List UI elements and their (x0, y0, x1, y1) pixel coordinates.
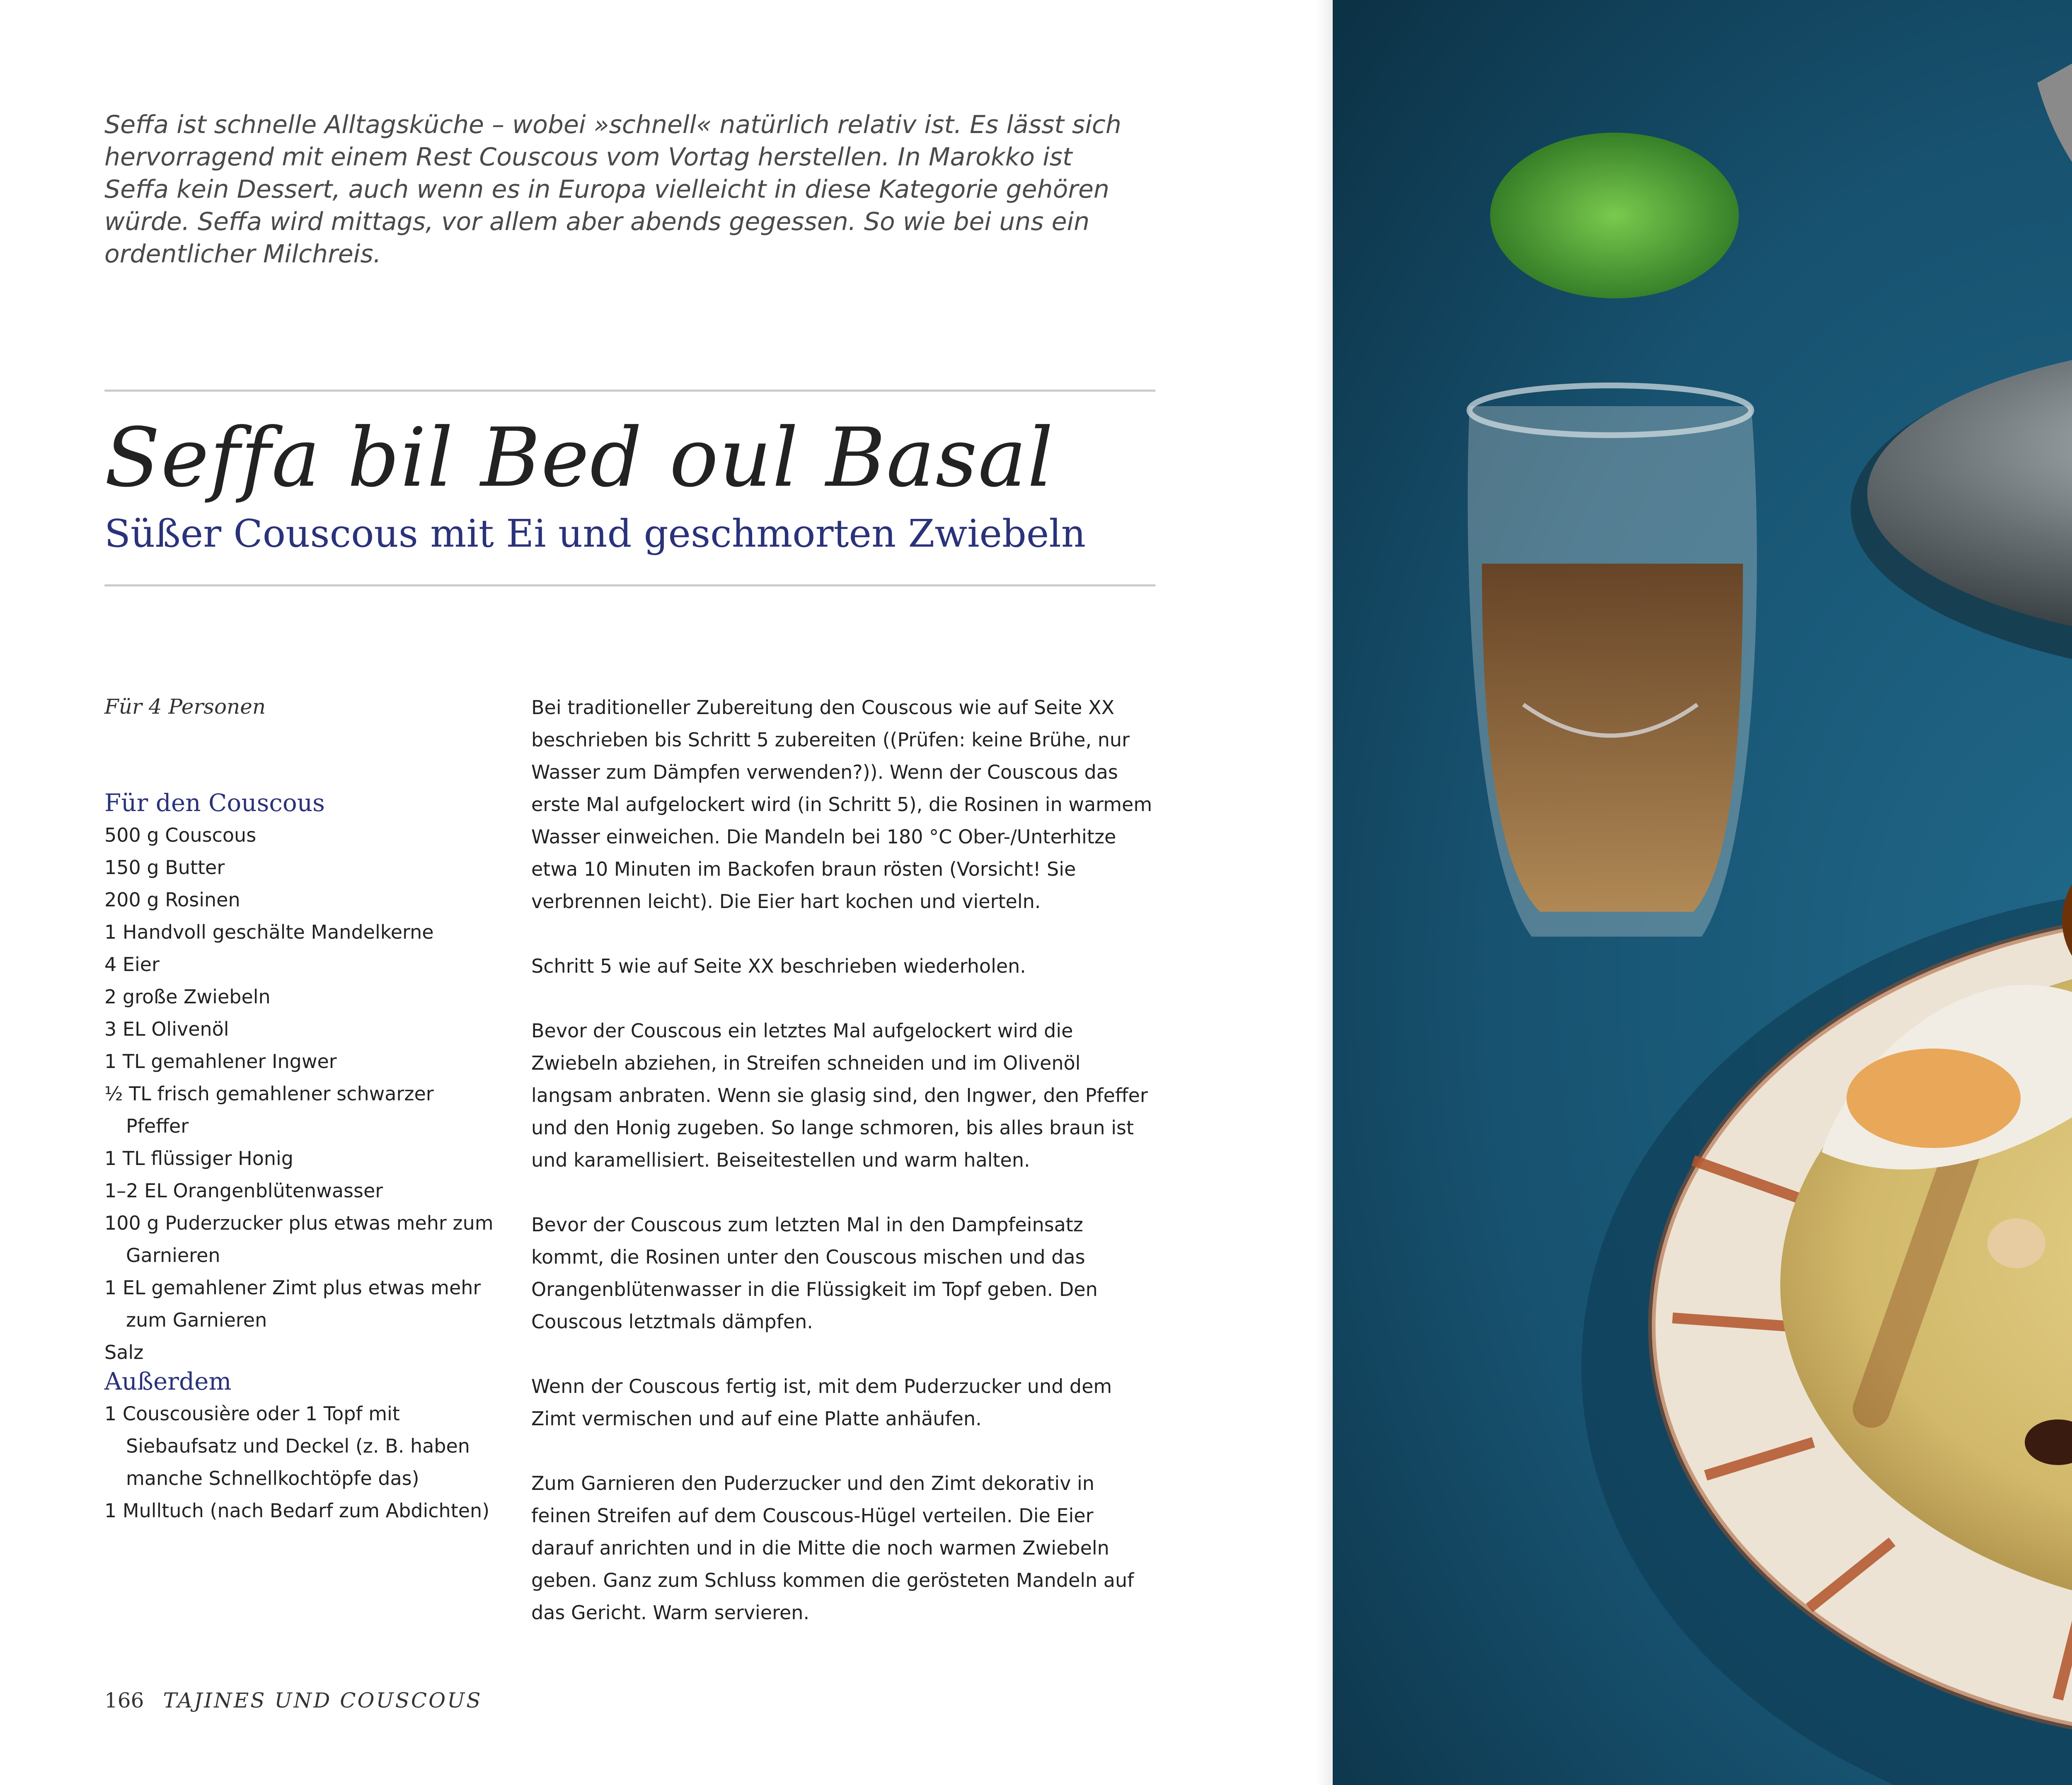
recipe-subtitle: Süßer Couscous mit Ei und geschmorten Zwiebeln (104, 511, 1086, 556)
list-item: 4 Eier (104, 953, 160, 976)
page-number: 166 (104, 1688, 144, 1712)
couscous-ingredients-heading: Für den Couscous (104, 789, 325, 817)
intro-text: Seffa ist schnelle Alltagsküche – wobei »schnell« natürlich relativ ist. Es lässt sich hervorragend mit einem Rest Couscous vom Vortag herstellen. In Marokko ist Seffa kein Dessert, auch wenn es in Europa vielleicht in diese Kategorie gehören würde. Seffa wird mittags, vor allem aber abends gegessen. So wie bei uns ein ordentlicher Milchreis. (104, 110, 1121, 269)
list-item: 1 Handvoll geschälte Mandelkerne (104, 921, 434, 943)
method-step: Bevor der Couscous zum letzten Mal in den Dampfeinsatz kommt, die Rosinen unter den Couscous mischen und das Orangenblütenwasser in die Flüssigkeit im Topf geben. Den Couscous letztmals dämpfen. (531, 1213, 1098, 1333)
method-step: Bei traditioneller Zubereitung den Couscous wie auf Seite XX beschrieben bis Schritt 5 zubereiten ((Prüfen: keine Brühe, nur Wasser zum Dämpfen verwenden?)). Wenn der Couscous das erste Mal aufgelockert wird (in Schritt 5), die Rosinen in warmem Wasser einweichen. Die Mandeln bei 180 °C Ober-/Unterhitze etwa 10 Minuten im Backofen braun rösten (Vorsicht! Sie verbrennen leicht). Die Eier hart kochen und vierteln. (531, 696, 1152, 913)
list-item: 1 Couscousière oder 1 Topf mit Siebaufsatz und Deckel (z. B. haben manche Schnellkochtöpfe das) (104, 1402, 470, 1490)
list-item: 1 Mulltuch (nach Bedarf zum Abdichten) (104, 1499, 490, 1522)
list-item: 3 EL Olivenöl (104, 1018, 229, 1040)
list-item: 500 g Couscous (104, 824, 257, 846)
method-step: Zum Garnieren den Puderzucker und den Zimt dekorativ in feinen Streifen auf dem Couscous-Hügel verteilen. Die Eier darauf anrichten und in die Mitte die noch warmen Zwiebeln geben. Ganz zum Schluss kommen die gerösteten Mandeln auf das Gericht. Warm servieren. (531, 1472, 1134, 1624)
list-item: 150 g Butter (104, 856, 225, 879)
title-rule-top (104, 390, 1155, 392)
couscous-ingredients-list (104, 819, 494, 1368)
method-step: Wenn der Couscous fertig ist, mit dem Puderzucker und dem Zimt vermischen und auf eine Platte anhäufen. (531, 1375, 1112, 1430)
list-item: Salz (104, 1341, 144, 1364)
page-gutter (1316, 0, 1333, 1785)
list-item: 1–2 EL Orangenblütenwasser (104, 1180, 383, 1202)
list-item: 1 TL gemahlener Ingwer (104, 1050, 337, 1073)
servings-label: Für 4 Personen (104, 695, 266, 719)
extra-equipment-heading: Außerdem (104, 1367, 232, 1395)
page-footer (104, 1686, 482, 1715)
list-item: 2 große Zwiebeln (104, 986, 271, 1008)
list-item: 1 TL flüssiger Honig (104, 1147, 293, 1170)
method-step: Schritt 5 wie auf Seite XX beschrieben wiederholen. (531, 955, 1026, 977)
list-item: 100 g Puderzucker plus etwas mehr zum Garnieren (104, 1212, 494, 1267)
list-item: 1 EL gemahlener Zimt plus etwas mehr zum Garnieren (104, 1276, 481, 1331)
method-text (531, 691, 1155, 1661)
extra-equipment-list (104, 1397, 494, 1527)
list-item: 200 g Rosinen (104, 889, 240, 911)
recipe-title: Seffa bil Bed oul Basal (104, 411, 1054, 505)
section-name: TAJINES UND COUSCOUS (163, 1688, 482, 1712)
list-item: ½ TL frisch gemahlener schwarzer Pfeffer (104, 1083, 434, 1137)
method-step: Bevor der Couscous ein letztes Mal aufgelockert wird die Zwiebeln abziehen, in Streifen schneiden und im Olivenöl langsam anbraten. Wenn sie glasig sind, den Ingwer, den Pfeffer und den Honig zugeben. So lange schmoren, bis alles braun ist und karamellisiert. Beiseitestellen und warm halten. (531, 1020, 1148, 1171)
title-rule-bottom (104, 584, 1155, 586)
dish-photo (1333, 0, 2072, 1785)
